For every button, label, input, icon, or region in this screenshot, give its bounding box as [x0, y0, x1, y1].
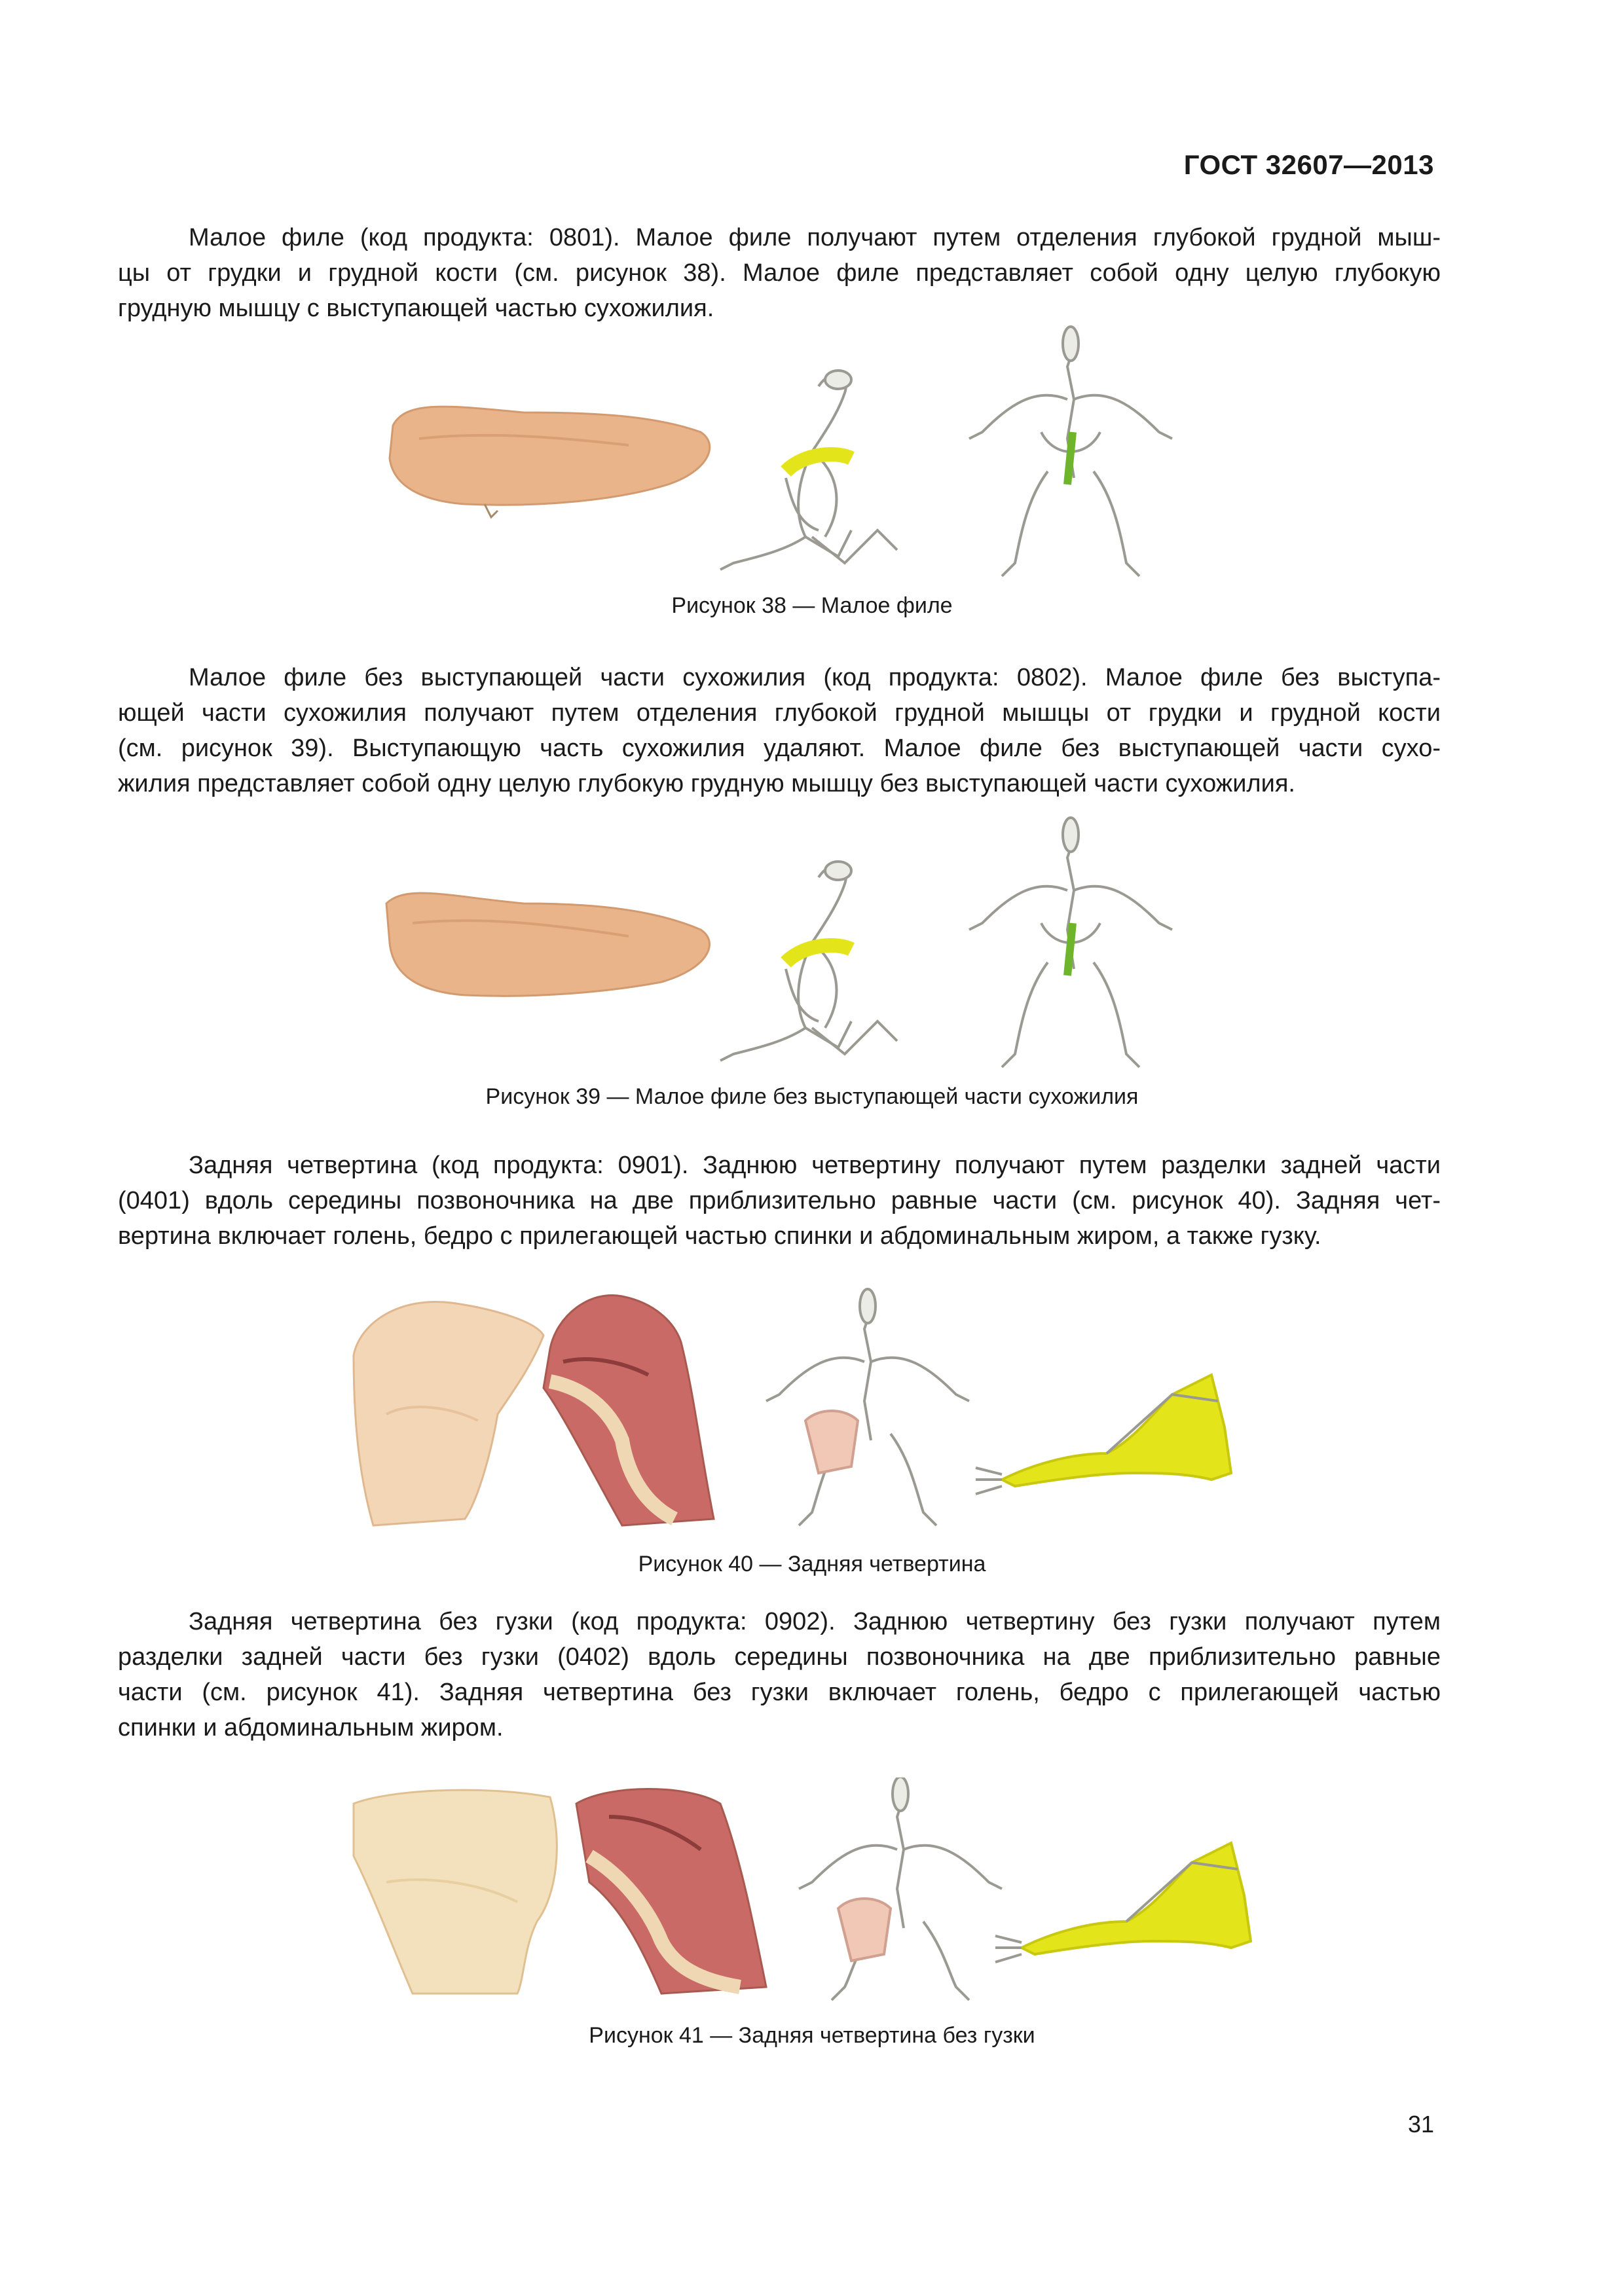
text-line: вертина включает голень, бедро с прилегающей частью спинки и абдоминальным жиром, а также гузку.: [118, 1222, 1321, 1250]
paragraph-0801: [118, 220, 1441, 326]
figure-40: [347, 1283, 1264, 1532]
text-line: цы от грудки и грудной кости (см. рисунок 38). Малое филе представляет собой одну целую глубокую: [118, 259, 1441, 287]
hindquarter-photo-skin: [354, 1302, 544, 1525]
leg-diagram: [976, 1375, 1231, 1494]
hindquarter-photo-skin: [354, 1790, 557, 1994]
figure-39: [380, 812, 1198, 1074]
hindquarter-photo-inside: [544, 1295, 714, 1525]
text-line: спинки и абдоминальным жиром.: [118, 1714, 504, 1741]
paragraph-0901: [118, 1148, 1441, 1254]
figure-39-caption: Рисунок 39 — Малое филе без выступающей части сухожилия: [485, 1084, 1139, 1109]
front-skeleton-diagram: [969, 327, 1172, 576]
figure-41: [347, 1777, 1264, 2007]
fillet-photo: [386, 893, 710, 996]
front-skeleton-diagram: [969, 818, 1172, 1067]
figure-38-caption: Рисунок 38 — Малое филе: [671, 593, 953, 618]
text-line: части (см. рисунок 41). Задняя четвертина без гузки включает голень, бедро с прилегающей частью: [118, 1679, 1441, 1706]
page-number: 31: [1407, 2111, 1434, 2138]
leg-diagram: [995, 1843, 1251, 1962]
text-line: грудную мышцу с выступающей частью сухожилия.: [118, 295, 714, 322]
text-line: ющей части сухожилия получают путем отделения глубокой грудной мышцы от грудки и грудной кости: [118, 699, 1441, 727]
text-line: (см. рисунок 39). Выступающую часть сухожилия удаляют. Малое филе без выступающей части сухо-: [118, 735, 1441, 762]
front-skeleton-diagram: [799, 1777, 1002, 2000]
paragraph-0802: [118, 660, 1441, 801]
fillet-photo: [390, 407, 710, 505]
text-line: Малое филе без выступающей части сухожилия (код продукта: 0802). Малое филе без выступа-: [189, 664, 1441, 691]
text-line: Задняя четвертина без гузки (код продукта: 0902). Заднюю четвертину без гузки получают путем: [189, 1608, 1441, 1635]
figure-40-caption: Рисунок 40 — Задняя четвертина: [638, 1552, 986, 1576]
figure-38: [380, 321, 1198, 583]
text-line: Малое филе (код продукта: 0801). Малое филе получают путем отделения глубокой грудной мыш-: [189, 224, 1441, 251]
figure-41-caption: Рисунок 41 — Задняя четвертина без гузки: [589, 2023, 1035, 2048]
side-skeleton-diagram: [720, 862, 897, 1061]
text-line: жилия представляет собой одну целую глубокую грудную мышцу без выступающей части сухожилия.: [118, 770, 1295, 797]
document-header: ГОСТ 32607—2013: [1183, 149, 1434, 180]
text-line: Задняя четвертина (код продукта: 0901). Заднюю четвертину получают путем разделки задней части: [189, 1152, 1441, 1179]
text-line: (0401) вдоль середины позвоночника на две приблизительно равные части (см. рисунок 40). Задняя чет-: [118, 1187, 1441, 1214]
text-line: разделки задней части без гузки (0402) вдоль середины позвоночника на две приблизительно равные: [118, 1643, 1441, 1671]
front-skeleton-diagram: [766, 1289, 969, 1525]
paragraph-0902: [118, 1604, 1441, 1745]
side-skeleton-diagram: [720, 371, 897, 570]
